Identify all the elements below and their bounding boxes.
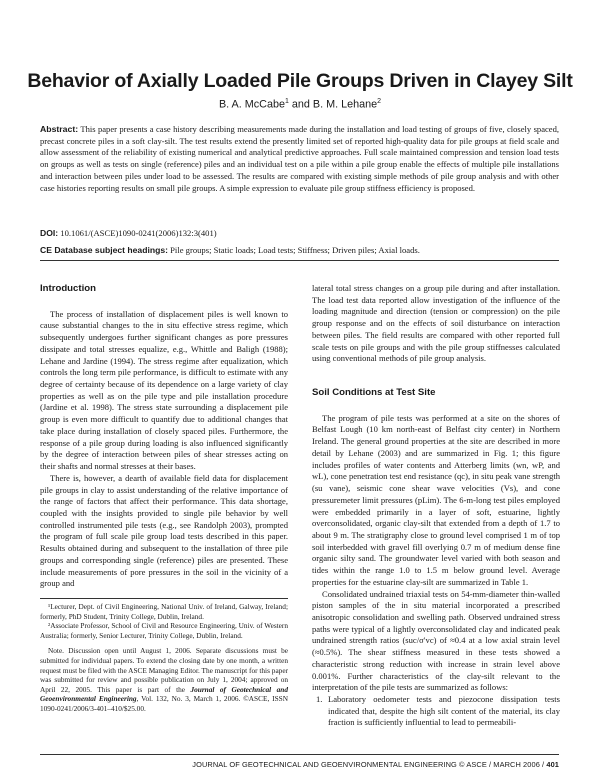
footnote-2: ²Associate Professor, School of Civil and Resource Engineering, Univ. of Western Australia; formerly, Senior Lecturer, Trinity College, Dublin, Ireland. — [40, 621, 288, 640]
list-item-text: Laboratory oedometer tests and piezocone dissipation tests indicated that, despite the high silt content of the material, its clay fraction is sufficiently influential to lead to permeabili- — [328, 694, 560, 728]
author-separator: and — [288, 98, 313, 111]
introduction-heading: Introduction — [40, 283, 96, 294]
introduction-paragraph-1: The process of installation of displacement piles is well known to cause substantial changes to the in situ effective stress regime, which subsequently undergoes further significant changes as pore pressures dissipate and total stresses equalize, e.g., Whittle and Baligh (1988); Lehane and Jardine (1994). The stress regime after equalization, which controls the long term pile performance, is difficult to estimate with any degree of certainty because of its dependence on a large variety of clay properties as well as on the pile type and pile installation procedure (Jardine et al. 1998). The stress state surrounding a displacement pile group is even more difficult to quantify due to additional changes that take place during installation of closely spaced piles. Furthermore, the response of a pile group during loading is also influenced significantly by the degree of interaction between piles of shear stresses acting on their shafts and normal stresses at their bases. — [40, 308, 288, 472]
journal-name: Journal of Geotechnical and Geoenvironmental Engineering — [40, 684, 288, 704]
abstract — [40, 124, 559, 194]
left-column — [40, 283, 288, 590]
submission-note-text: Note. Discussion open until August 1, 2006. Separate discussions must be submitted for individual papers. To extend the closing date by one month, a written request must be filed with the ASCE Managing Editor. The manuscript for this paper was submitted for review and possible publication on July 1, 2004; approved on April 22, 2005. This paper is part of the — [40, 646, 288, 694]
submission-note — [40, 646, 288, 713]
footnote-divider — [40, 598, 288, 599]
introduction-paragraph-2: There is, however, a dearth of available field data for displacement pile groups in clay to assist understanding of the relative importance of the range of factors that affect their performance. This data shortage, coupled with the insights provided to single pile behavior by well controlled instrumented pile tests (e.g., see Randolph 2003), prompted the program of full scale pile group load tests described in this paper. Results obtained during and subsequent to the installation of three pile groups and corresponding single (reference) piles are presented. These include measurements of pore pressures in the soil in the vicinity of a group and — [40, 472, 288, 589]
soil-conditions-heading: Soil Conditions at Test Site — [312, 387, 436, 399]
list-item-number: 1. — [316, 694, 323, 704]
doi-value[interactable]: 10.1061/(ASCE)1090-0241(2006)132:3(401) — [60, 228, 217, 238]
doi-label: DOI: — [40, 228, 59, 238]
introduction-paragraph-3: lateral total stress changes on a group pile during and after installation. The load test data reported allow investigation of the influence of the loading magnitude and direction (tension or compression) on the pile group response and on the effects of soil disturbance on interaction between piles. The field results are compared with other reported full scale tests on pile groups and with the pile group stiffnesses calculated using conventional methods of pile group analysis. — [312, 283, 560, 364]
soil-paragraph-2: Consolidated undrained triaxial tests on 54-mm-diameter thin-walled piston samples of the in situ material incorporated a prescribed anisotropic consolidation and swelling path. Observed undrained stress paths were typical of a lightly overconsolidated clay and indicated peak undrained strength ratios (suc/σ′vc) of ≈0.4 at a low axial strain level (≈0.5%). The shear stiffness measured in these tests showed a characteristic strong reduction with increase in strain level above 0.001%. Further characteristics of the clay-silt relevant to the interpretation of the pile tests are summarized as follows: — [312, 588, 560, 693]
submission-note-tail: , Vol. 132, No. 3, March 1, 2006. ©ASCE, ISSN 1090-0241/2006/3-401–410/$25.00. — [40, 694, 288, 713]
abstract-label: Abstract: — [40, 124, 79, 134]
footer-divider — [40, 754, 559, 755]
author-1: B. A. McCabe — [218, 98, 285, 111]
list-item — [312, 694, 560, 729]
author-2: B. M. Lehane — [312, 98, 378, 111]
doi-line — [40, 228, 217, 238]
footer-journal: JOURNAL OF GEOTECHNICAL AND GEOENVIRONMENTAL ENGINEERING © ASCE / MARCH 2006 / — [192, 760, 547, 769]
abstract-text: This paper presents a case history describing measurements made during the installation and load testing of groups of five, closely spaced, precast concrete piles in a soft clay-silt. The test results extend the presently limited set of reported high-quality data for pile groups at field scale and allow assessment of the reliability of existing numerical and analytical predictive approaches. Full scale maintained compression and tension load tests on groups as well as tests on single (reference) piles and an individual test on a pile within a pile group enable the effects of multiple pile installations and interaction between piles under load to be assessed. The results are compared with existing simple methods of pile group analysis and with other case histories reporting results on small pile groups. A simple expression to evaluate pile group stiffness efficiency is proposed. — [40, 124, 559, 193]
page-footer — [40, 760, 559, 769]
paper-title: Behavior of Axially Loaded Pile Groups Driven in Clayey Silt — [27, 70, 573, 92]
soil-paragraph-1: The program of pile tests was performed at a site on the shores of Belfast Lough (10 km north-east of Belfast city center) in Northern Ireland. The general ground properties at the site are described in more detail by Lehane (2003) and are summarized in Fig. 1; this figure includes profiles of water contents and Atterberg limits (wn, wP, and wL), cone penetration test end resistance (qc), in situ peak vane strength (su vane), seismic cone shear wave velocities (Vs), and cone pressuremeter limit pressures (pLim). The 6-m-long test piles employed were embedded primarily in a layer of soft, estuarine, lightly overconsolidated, organic clay-silt that extended from a depth of 1.7 to about 9 m. The stratigraphy close to ground level comprised 1 m of top soil interbedded with gravel fill overlying 0.7 m of medium dense fine organic silty sand. The groundwater level varied with both season and tides within the range 1.0 to 1.5 m below ground level. Average properties for the estuarine clay-silt are summarized in Table 1. — [312, 412, 560, 587]
subject-headings-label: CE Database subject headings: — [40, 245, 168, 255]
subject-headings-value: Pile groups; Static loads; Load tests; Stiffness; Driven piles; Axial loads. — [170, 245, 420, 255]
footnotes — [40, 602, 288, 714]
author-line — [0, 98, 600, 111]
footnote-1: ¹Lecturer, Dept. of Civil Engineering, National Univ. of Ireland, Galway, Ireland; formerly, PhD Student, Trinity College, Dublin, Ireland. — [40, 602, 288, 621]
subject-headings — [40, 245, 559, 255]
page-number: 401 — [546, 760, 559, 769]
author-2-affiliation: 2 — [377, 98, 382, 105]
right-column — [312, 283, 560, 729]
header-divider — [40, 260, 559, 261]
author-1-affiliation: 1 — [284, 98, 289, 105]
